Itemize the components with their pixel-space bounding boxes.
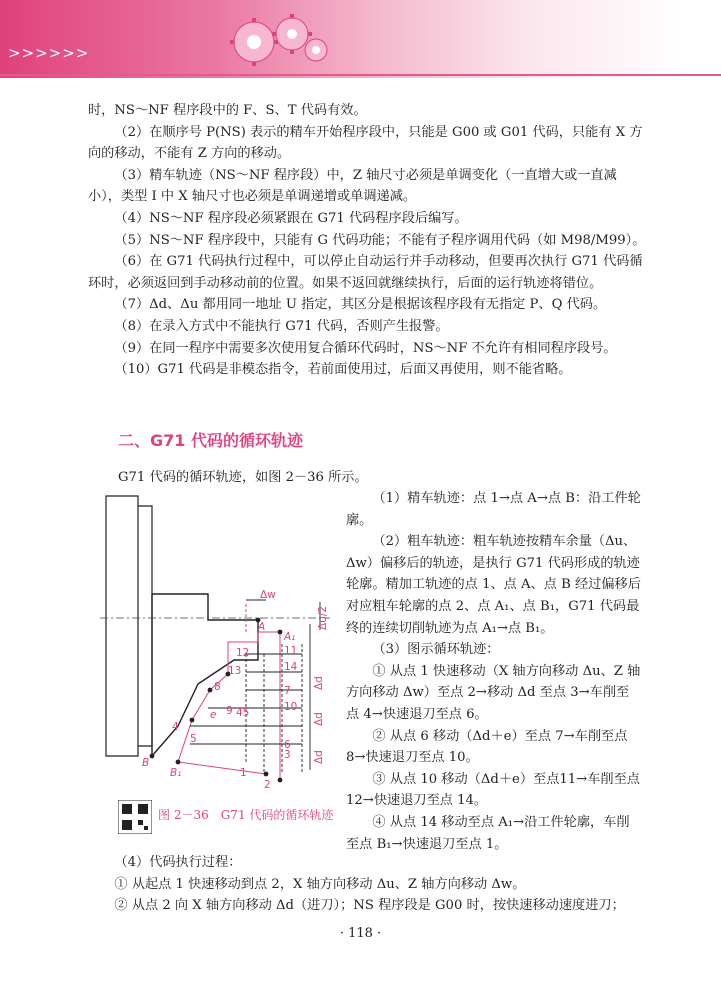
label-7: 7 xyxy=(284,685,291,697)
label-5: 5 xyxy=(190,733,197,745)
paragraph: （5）NS～NF 程序段中，只能有 G 代码功能；不能有子程序调用代码（如 M98/M99）。 xyxy=(114,232,646,248)
rules-list xyxy=(88,100,648,381)
label-10: 10 xyxy=(284,701,298,713)
paragraph: ① 从起点 1 快速移动到点 2，X 轴方向移动 Δu、Z 轴方向移动 Δw。 xyxy=(114,876,526,892)
execution-process xyxy=(88,852,648,917)
paragraph: ④ 从点 14 移动至点 A₁→沿工件轮廓，车削至点 B₁→快速退刀至点 1。 xyxy=(346,814,630,852)
figure-caption: 图 2－36 G71 代码的循环轨迹 xyxy=(158,808,334,822)
paragraph: （3）精车轨迹（NS～NF 程序段）中，Z 轴尺寸必须是单调变化（一直增大或一直减小），类型 I 中 X 轴尺寸也必须是单调递增或单调递减。 xyxy=(88,167,617,205)
label-8: 8 xyxy=(214,681,221,693)
page-header xyxy=(0,0,721,78)
gears-icon xyxy=(222,6,332,76)
label-dw: Δw xyxy=(260,589,276,601)
label-14: 14 xyxy=(284,661,298,673)
chevrons-decoration: >>>>>> xyxy=(8,44,90,62)
chuck-outline xyxy=(106,496,152,756)
label-6: 6 xyxy=(284,739,291,751)
paragraph: （3）图示循环轨迹： xyxy=(372,642,500,658)
page-number: · 118 · xyxy=(339,926,382,941)
paragraph: （10）G71 代码是非模态指令，若前面使用过，后面又再使用，则不能省略。 xyxy=(114,362,572,378)
paragraph: （6）在 G71 代码执行过程中，可以停止自动运行并手动移动，但要再次执行 G71 代码循环时，必须返回到手动移动前的位置。如果不返回就继续执行，后面的运行轨迹将错位。 xyxy=(88,254,643,291)
label-3: 3 xyxy=(284,749,291,761)
paragraph: 时，NS～NF 程序段中的 F、S、T 代码有效。 xyxy=(88,103,367,118)
label-45: 45 xyxy=(236,707,250,719)
header-rule xyxy=(0,74,721,76)
label-d3: Δd xyxy=(313,750,325,764)
header-gradient xyxy=(0,0,721,78)
path-points xyxy=(150,618,283,783)
paragraph: （8）在录入方式中不能执行 G71 代码，否则产生报警。 xyxy=(114,318,449,334)
paragraph: （1）精车轨迹：点 1→点 A→点 B：沿工件轮廓。 xyxy=(346,491,641,528)
paragraph: ② 从点 2 向 X 轴方向移动 Δd（进刀）；NS 程序段是 G00 时，按快速移动速度进刀； xyxy=(114,898,625,914)
section-title: 二、G71 代码的循环轨迹 xyxy=(118,431,303,450)
label-du2: Δu/2 xyxy=(317,605,329,630)
paragraph: （2）粗车轨迹：粗车轨迹按精车余量（Δu、Δw）偏移后的轨迹，是执行 G71 代码形成的轨迹轮廓。精加工轨迹的点 1、点 A、点 B 经过偏移后对应粗车轮廓的点 2、点 A₁、点 B₁，G71 代码最终的连续切削轨迹为点 A₁→点 B₁。 xyxy=(346,534,641,636)
paragraph: （4）代码执行过程： xyxy=(114,855,242,870)
paragraph: （2）在顺序号 P(NS) 表示的精车开始程序段中，只能是 G00 或 G01 代码，只能有 X 方向的移动，不能有 Z 方向的移动。 xyxy=(88,124,643,162)
label-B1: B₁ xyxy=(170,767,182,779)
label-11: 11 xyxy=(284,645,298,657)
label-4: 4 xyxy=(172,721,179,733)
label-d2: Δd xyxy=(313,712,325,726)
label-13: 13 xyxy=(228,665,242,677)
paragraph: （4）NS～NF 程序段必须紧跟在 G71 代码程序段后编写。 xyxy=(114,210,468,226)
cycle-explanation xyxy=(346,488,642,855)
qr-code[interactable] xyxy=(118,800,152,838)
label-12: 12 xyxy=(236,647,250,659)
paragraph: （9）在同一程序中需要多次使用复合循环代码时，NS～NF 不允许有相同程序段号。 xyxy=(114,340,617,356)
label-B: B xyxy=(142,757,150,769)
g71-cycle-diagram xyxy=(98,494,338,794)
paragraph: ② 从点 6 移动（Δd＋e）至点 7→车削至点 8→快速退刀至点 10。 xyxy=(346,728,628,766)
label-A: A xyxy=(258,621,266,633)
label-2: 2 xyxy=(264,779,271,791)
step-paths xyxy=(190,600,320,774)
paragraph: ③ 从点 10 移动（Δd＋e）至点11→车削至点 12→快速退刀至点 14。 xyxy=(346,771,640,809)
figure-intro: G71 代码的循环轨迹，如图 2－36 所示。 xyxy=(118,470,368,485)
label-9: 9 xyxy=(226,705,233,717)
label-A1: A₁ xyxy=(284,631,296,643)
paragraph: ① 从点 1 快速移动（X 轴方向移动 Δu、Z 轴方向移动 Δw）至点 2→移动 Δd 至点 3→车削至点 4→快速退刀至点 6。 xyxy=(346,663,641,722)
label-e: e xyxy=(210,709,217,721)
paragraph: （7）Δd、Δu 都用同一地址 U 指定，其区分是根据该程序段有无指定 P、Q 代码。 xyxy=(114,297,607,313)
label-d1: Δd xyxy=(313,676,325,690)
qr-icon xyxy=(118,800,152,834)
label-1: 1 xyxy=(240,767,247,779)
